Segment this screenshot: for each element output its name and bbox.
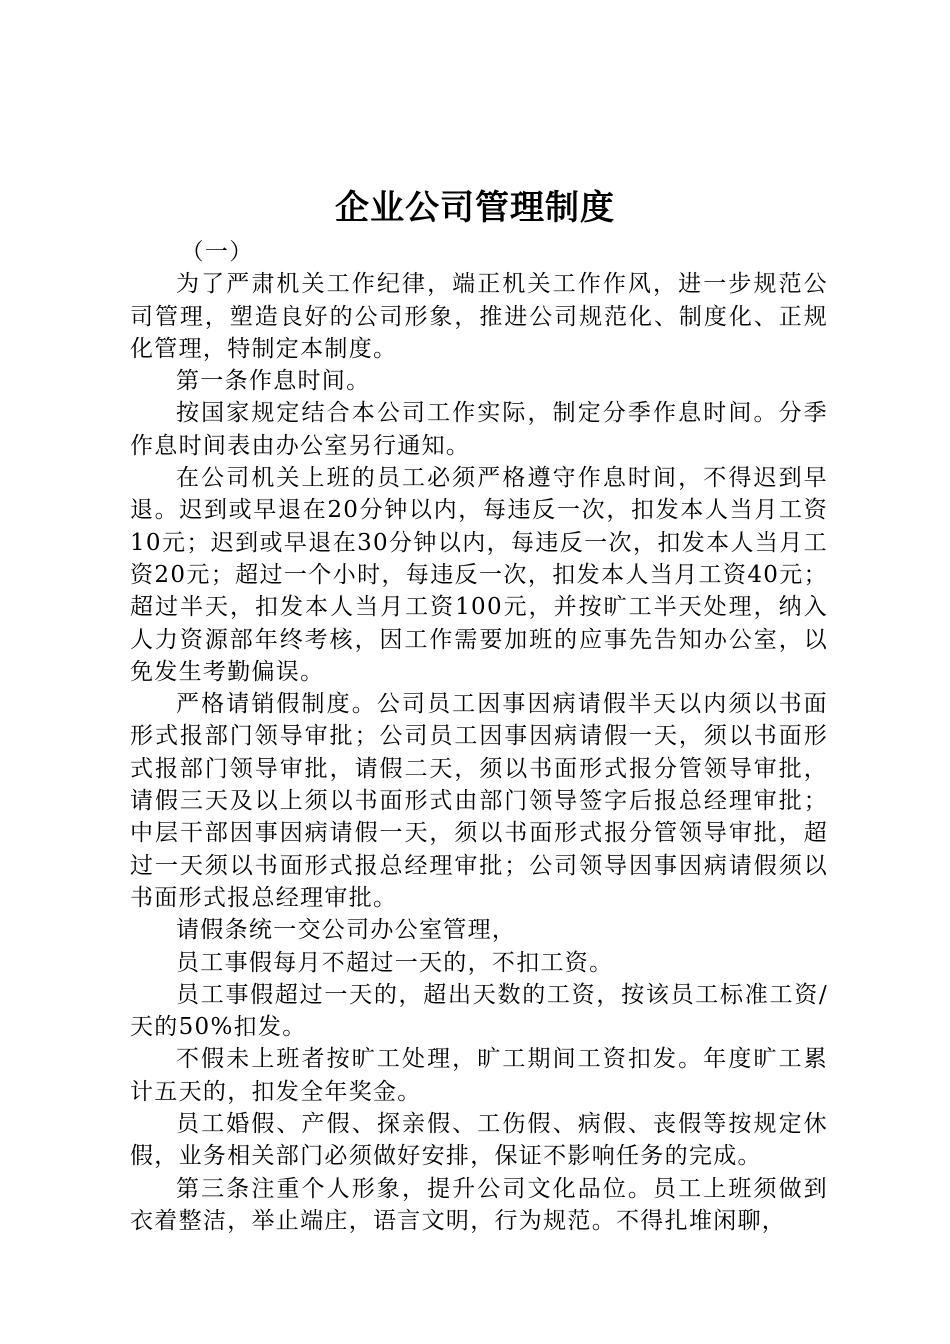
section-number: （一）: [180, 239, 254, 265]
paragraph: 第三条注重个人形象，提升公司文化品位。员工上班须做到衣着整洁，举止端庄，语言文明，行为规范。不得扎堆闲聊，: [130, 1175, 828, 1234]
paragraph: 请假条统一交公司办公室管理，: [176, 917, 517, 944]
paragraph: 在公司机关上班的员工必须严格遵守作息时间，不得迟到早退。迟到或早退在20分钟以内，每违反一次，扣发本人当月工资10元；迟到或早退在30分钟以内，每违反一次，扣发本人当月工资20元；超过一个小时，每违反一次，扣发本人当月工资40元；超过半天，扣发本人当月工资100元，并按旷工半天处理，纳入人力资源部年终考核，因工作需要加班的应事先告知办公室，以免发生考勤偏误。: [130, 465, 828, 685]
document-body: [130, 236, 828, 1237]
paragraph: 员工事假每月不超过一天的，不扣工资。: [176, 949, 614, 976]
paragraph: 严格请销假制度。公司员工因事因病请假半天以内须以书面形式报部门领导审批；公司员工因事因病请假一天，须以书面形式报部门领导审批，请假二天，须以书面形式报分管领导审批，请假三天及以上须以书面形式由部门领导签字后报总经理审批；中层干部因事因病请假一天，须以书面形式报分管领导审批，超过一天须以书面形式报总经理审批；公司领导因事因病请假须以书面形式报总经理审批。: [130, 691, 828, 911]
paragraph: 员工事假超过一天的，超出天数的工资，按该员工标准工资/天的50%扣发。: [130, 981, 828, 1041]
paragraph: 不假未上班者按旷工处理，旷工期间工资扣发。年度旷工累计五天的，扣发全年奖金。: [130, 1046, 828, 1105]
paragraph: 为了严肃机关工作纪律，端正机关工作作风，进一步规范公司管理，塑造良好的公司形象，推进公司规范化、制度化、正规化管理，特制定本制度。: [130, 271, 828, 362]
paragraph: 第一条作息时间。: [176, 368, 371, 395]
paragraph: 按国家规定结合本公司工作实际，制定分季作息时间。分季作息时间表由办公室另行通知。: [130, 400, 828, 459]
paragraph: 员工婚假、产假、探亲假、工伤假、病假、丧假等按规定休假，业务相关部门必须做好安排，保证不影响任务的完成。: [130, 1111, 828, 1170]
document-title: 企业公司管理制度: [335, 188, 615, 228]
